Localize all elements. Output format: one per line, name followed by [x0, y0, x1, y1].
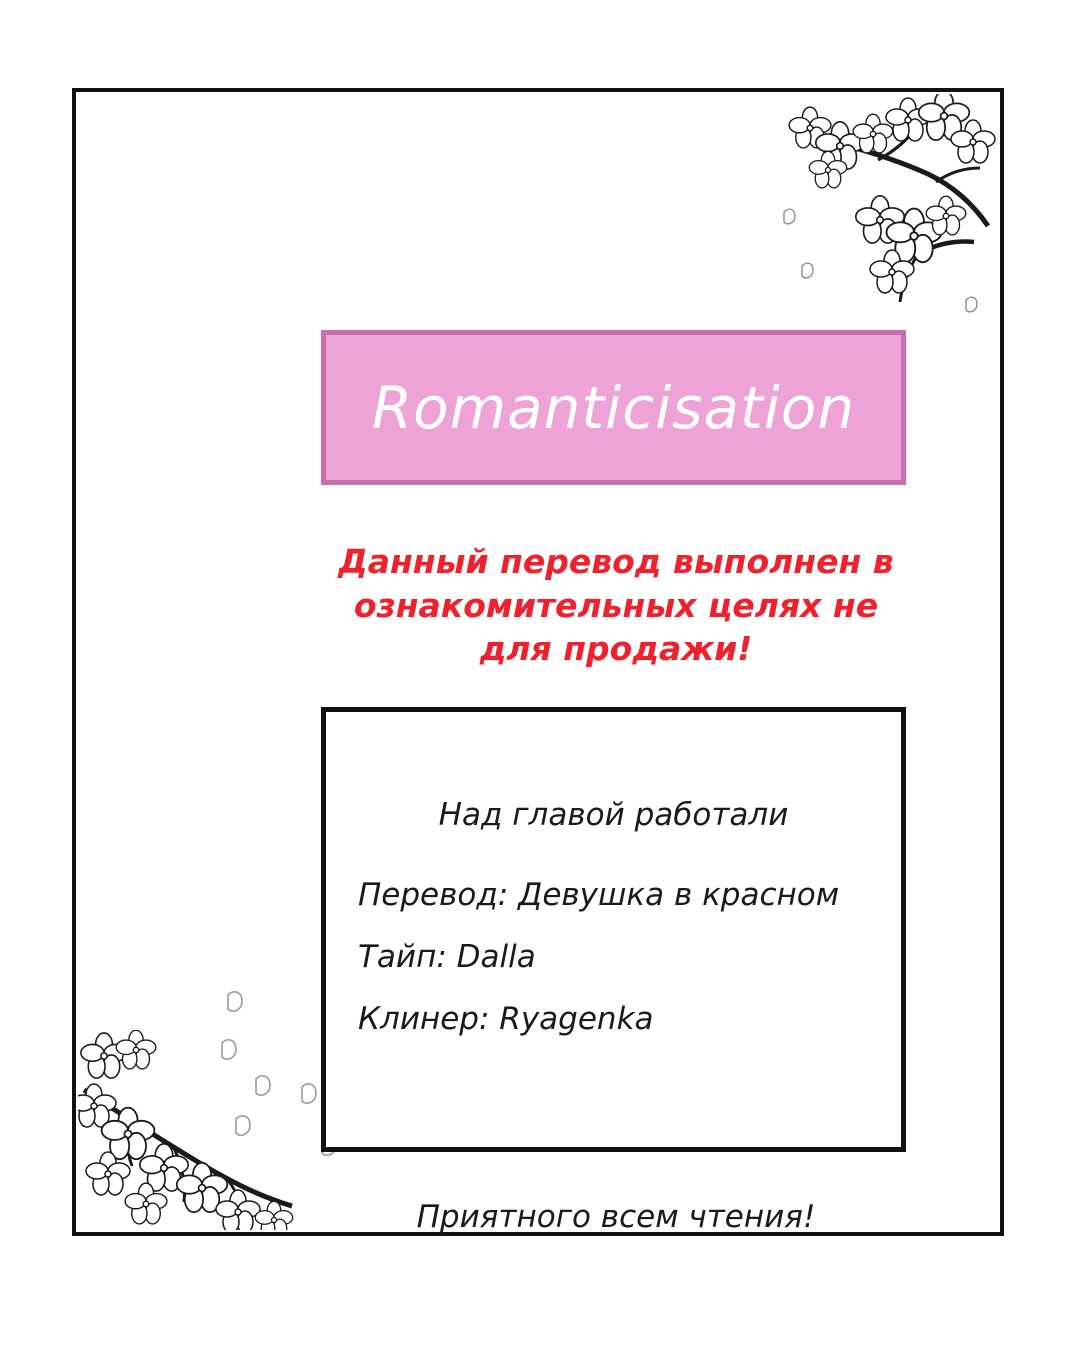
- copyright-notice: Данный перевод выполнен в ознакомительных целях не для продажи!: [338, 542, 894, 669]
- credit-name: Ryagenka: [499, 1001, 654, 1037]
- page-title: Romanticisation: [371, 373, 856, 442]
- cherry-blossom-branch-top-right-icon: [768, 94, 998, 324]
- credit-role: Клинер:: [358, 1001, 490, 1037]
- closing-message: Приятного всем чтения!: [416, 1199, 816, 1235]
- list-item: [358, 939, 878, 975]
- credits-heading: Над главой работали: [438, 797, 789, 833]
- page-frame: [72, 88, 1004, 1236]
- credit-role: Тайп:: [358, 939, 447, 975]
- falling-petals-icon: [216, 987, 286, 1167]
- credits-list: [358, 877, 878, 1063]
- credits-box: [321, 707, 906, 1152]
- title-plate: [321, 330, 906, 485]
- list-item: [358, 877, 878, 913]
- list-item: [358, 1001, 878, 1037]
- credit-role: Перевод:: [358, 877, 509, 913]
- credit-name: Dalla: [456, 939, 536, 975]
- credit-name: Девушка в красном: [518, 877, 840, 913]
